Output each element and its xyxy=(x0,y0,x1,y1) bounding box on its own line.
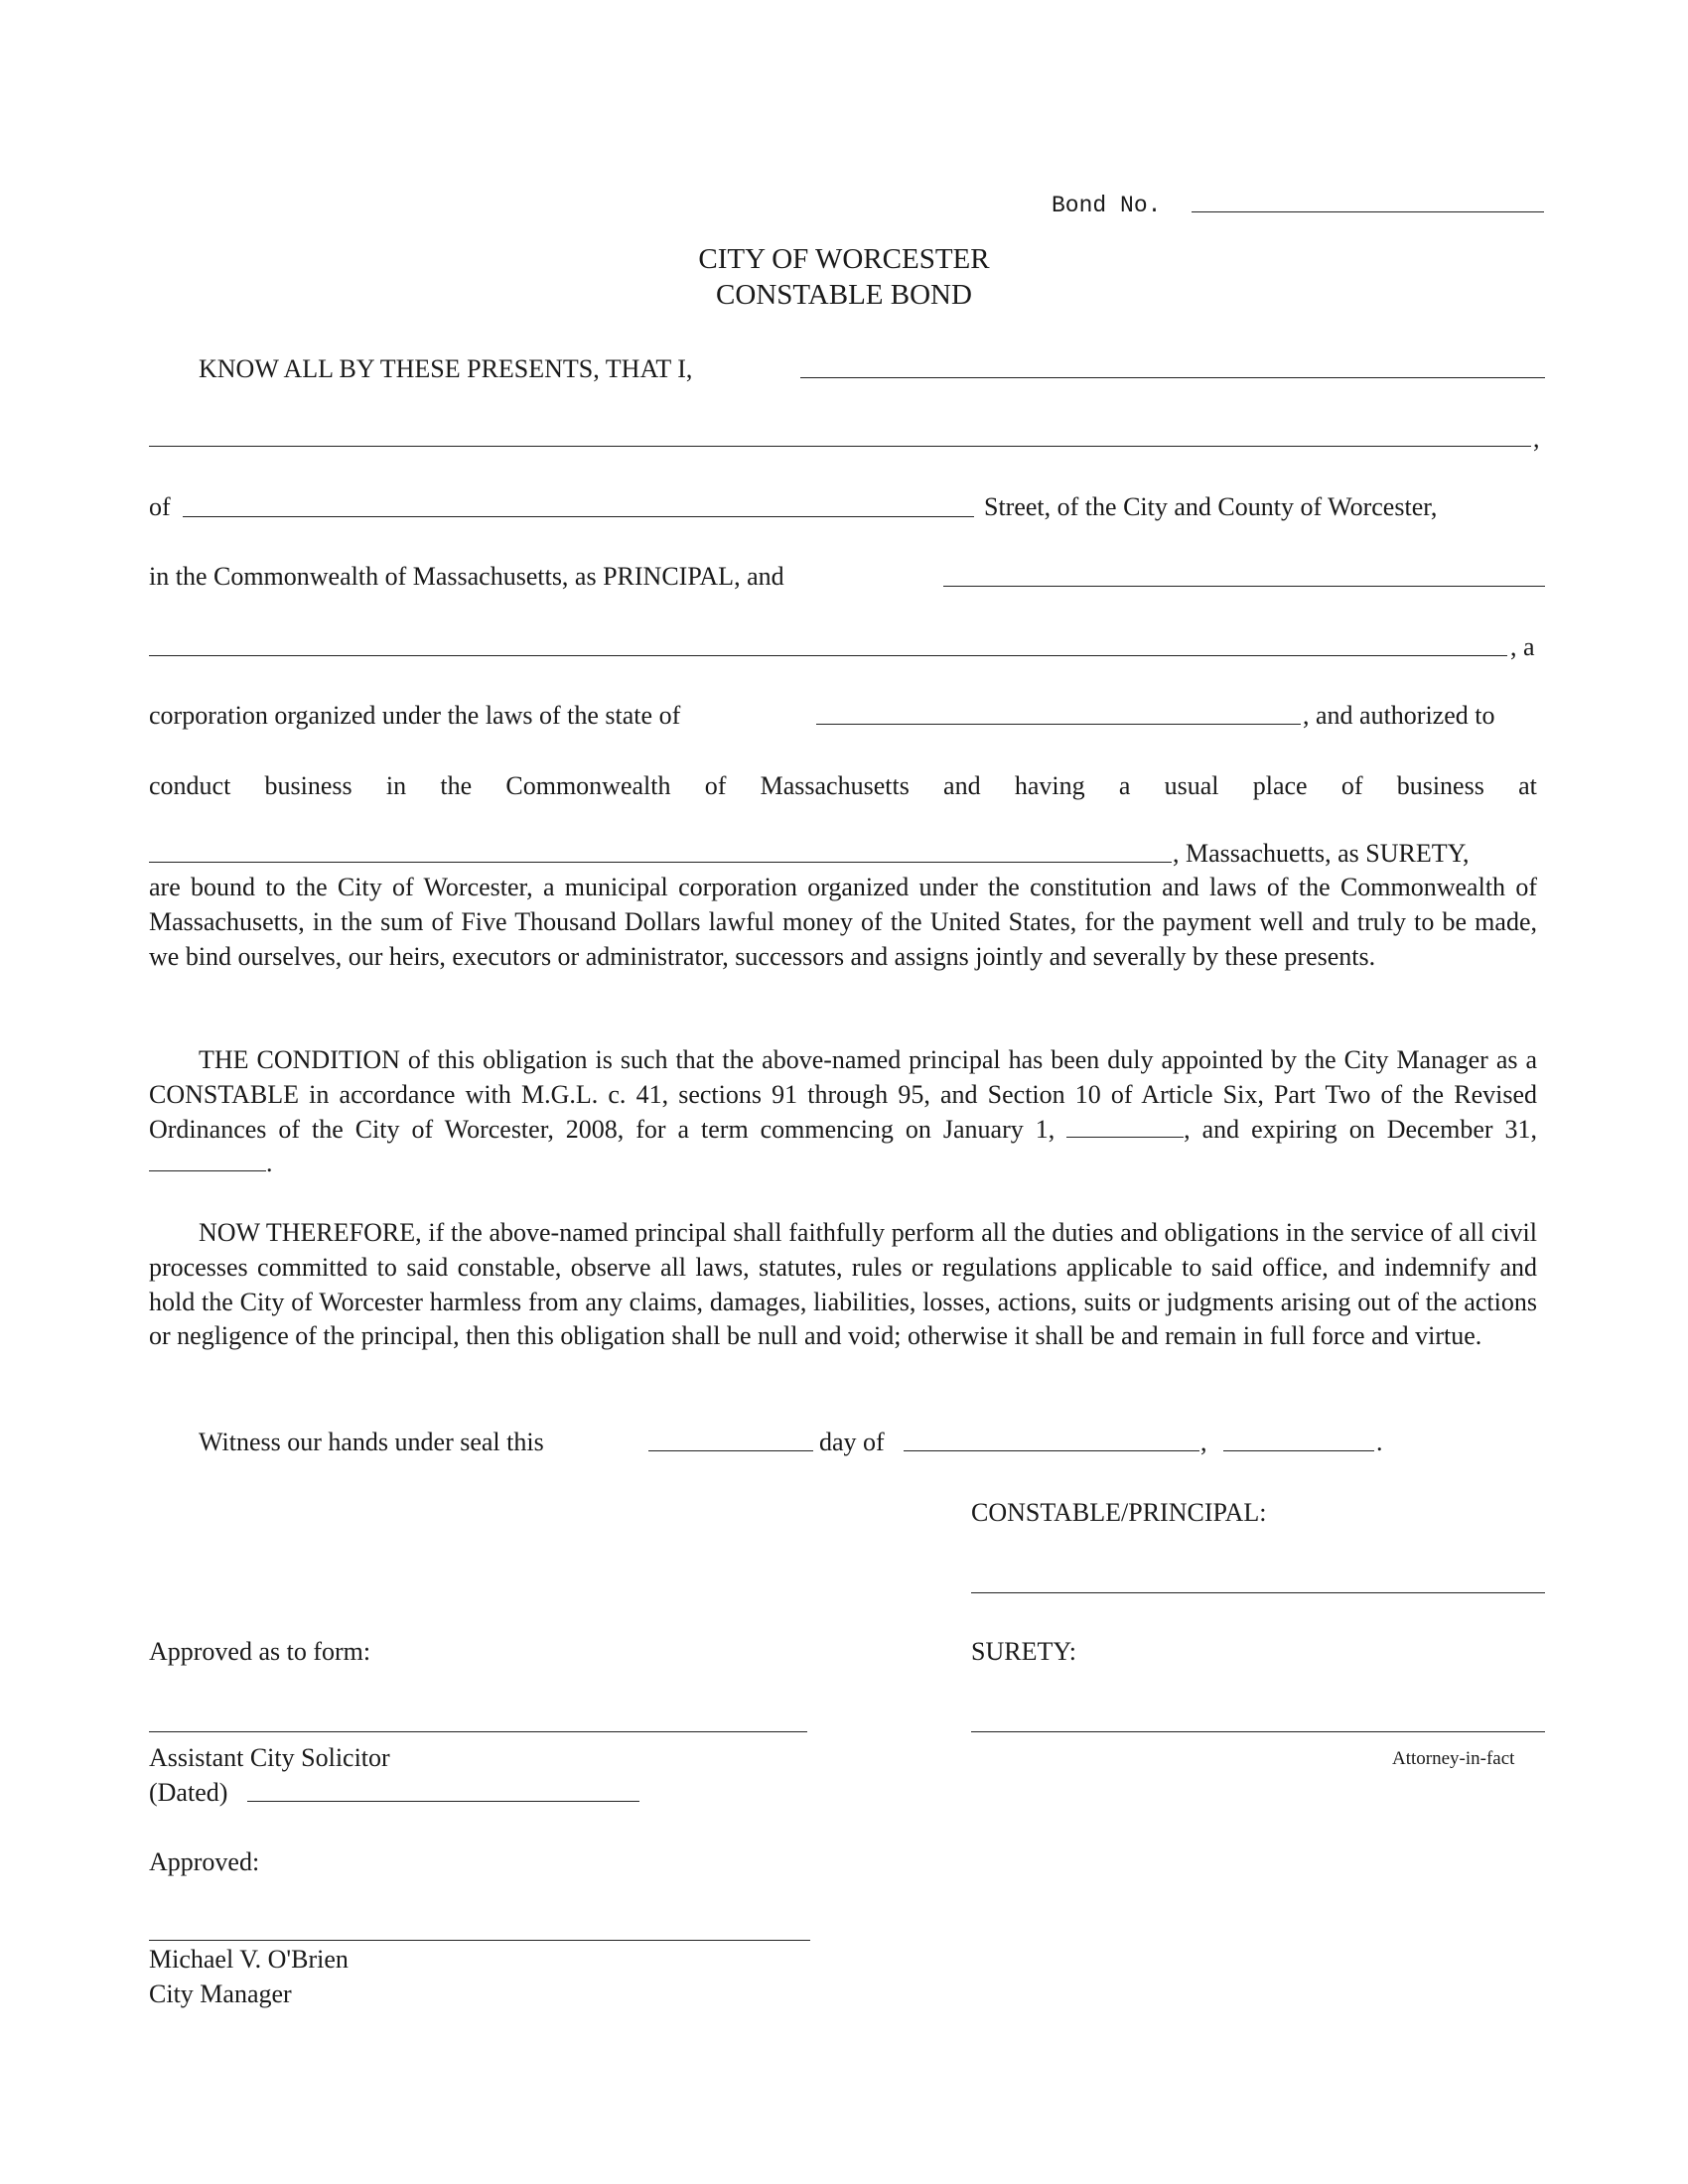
expiring-text: , and expiring on December 31, xyxy=(1184,1114,1537,1144)
witness-year-field[interactable] xyxy=(1223,1450,1374,1451)
conduct-word: business xyxy=(264,771,352,800)
now-therefore-paragraph: NOW THEREFORE, if the above-named principal shall faithfully perform all the duties and obligations in the service of all civil processes committed to said constable, observe all laws, statutes, rules or regulations applicable to said office, and indemnify and hold the City of Worcester harmless from any claims, damages, liabilities, losses, actions, suits or judgments arising out of the actions or negligence of the principal, then this obligation shall be null and void; otherwise it shall be and remain in full force and virtue. xyxy=(149,1218,1537,1351)
conduct-word: conduct xyxy=(149,771,231,800)
constable-principal-label: CONSTABLE/PRINCIPAL: xyxy=(971,1498,1267,1527)
corporation-text: corporation organized under the laws of the state of xyxy=(149,701,681,730)
conduct-word: having xyxy=(1014,771,1085,800)
witness-period: . xyxy=(1376,1428,1383,1456)
conduct-word: Massachusetts xyxy=(760,771,910,800)
city-manager-name: Michael V. O'Brien xyxy=(149,1945,349,1974)
surety-suffix-text: , Massachuetts, as SURETY, xyxy=(1173,839,1470,868)
approved-as-to-form-label: Approved as to form: xyxy=(149,1637,371,1666)
condition-period: . xyxy=(266,1149,273,1178)
witness-day-field[interactable] xyxy=(648,1450,813,1451)
term-end-year-field[interactable] xyxy=(149,1151,266,1171)
approved-label: Approved: xyxy=(149,1847,260,1876)
state-field[interactable] xyxy=(816,724,1301,725)
know-all-text: KNOW ALL BY THESE PRESENTS, THAT I, xyxy=(199,354,693,383)
january-text: January 1, xyxy=(942,1114,1055,1144)
day-of-text: day of xyxy=(819,1428,885,1456)
conduct-word: of xyxy=(1340,771,1363,800)
surety-business-address-field[interactable] xyxy=(149,862,1172,863)
street-text: Street, of the City and County of Worcester, xyxy=(984,492,1438,521)
principal-name-continued-field[interactable] xyxy=(149,446,1531,447)
conduct-word: place xyxy=(1252,771,1308,800)
dated-field[interactable] xyxy=(247,1801,639,1802)
document-title-line2: CONSTABLE BOND xyxy=(716,279,972,311)
attorney-in-fact-label: Attorney-in-fact xyxy=(1392,1748,1515,1769)
of-label: of xyxy=(149,492,171,521)
constable-signature-field[interactable] xyxy=(971,1592,1545,1593)
witness-month-field[interactable] xyxy=(904,1450,1199,1451)
conduct-word: in xyxy=(385,771,407,800)
surety-signature-field[interactable] xyxy=(971,1731,1545,1732)
authorized-text: , and authorized to xyxy=(1303,701,1495,730)
witness-text: Witness our hands under seal this xyxy=(199,1428,544,1456)
conduct-business-line xyxy=(149,769,1537,803)
conduct-word: the xyxy=(440,771,473,800)
street-address-field[interactable] xyxy=(183,516,974,517)
commonwealth-principal-text: in the Commonwealth of Massachusetts, as PRINCIPAL, and xyxy=(149,562,784,591)
surety-name-field[interactable] xyxy=(943,586,1545,587)
dated-label: (Dated) xyxy=(149,1778,228,1807)
bond-no-field[interactable] xyxy=(1192,211,1544,212)
solicitor-signature-field[interactable] xyxy=(149,1731,807,1732)
surety-name-continued-field[interactable] xyxy=(149,655,1507,656)
a-suffix-text: , a xyxy=(1510,632,1535,661)
principal-name-field[interactable] xyxy=(800,377,1545,378)
witness-comma: , xyxy=(1200,1428,1207,1456)
document-title-line1: CITY OF WORCESTER xyxy=(698,243,990,275)
condition-text: THE CONDITION of this obligation is such that the above-named principal has been duly appointed by the City Manager as a CONSTABLE in accordance with M.G.L. c. 41, sections 91 through 95, and Section 10 of Article Six, Part Two of the Revised Ordinances of the City of Worcester, 2008, for a term commencing on xyxy=(149,1045,1537,1144)
term-start-year-field[interactable] xyxy=(1066,1117,1184,1138)
conduct-word: Commonwealth xyxy=(505,771,671,800)
conduct-word: usual xyxy=(1164,771,1219,800)
conduct-word: business xyxy=(1396,771,1484,800)
principal-comma: , xyxy=(1533,424,1540,453)
conduct-word: a xyxy=(1118,771,1131,800)
assistant-city-solicitor-label: Assistant City Solicitor xyxy=(149,1743,390,1772)
conduct-word: at xyxy=(1518,771,1537,800)
bond-no-label: Bond No. xyxy=(1052,193,1162,218)
condition-paragraph xyxy=(149,1043,1537,1181)
conduct-word: of xyxy=(704,771,727,800)
city-manager-title: City Manager xyxy=(149,1979,292,2008)
city-manager-signature-field[interactable] xyxy=(149,1940,810,1941)
surety-label: SURETY: xyxy=(971,1637,1076,1666)
bound-paragraph: are bound to the City of Worcester, a municipal corporation organized under the constitution and laws of the Commonwealth of Massachusetts, in the sum of Five Thousand Dollars lawful money of the United States, for the payment well and truly to be made, we bind ourselves, our heirs, executors or administrator, successors and assigns jointly and severally by these presents. xyxy=(149,873,1537,971)
conduct-word: and xyxy=(943,771,981,800)
